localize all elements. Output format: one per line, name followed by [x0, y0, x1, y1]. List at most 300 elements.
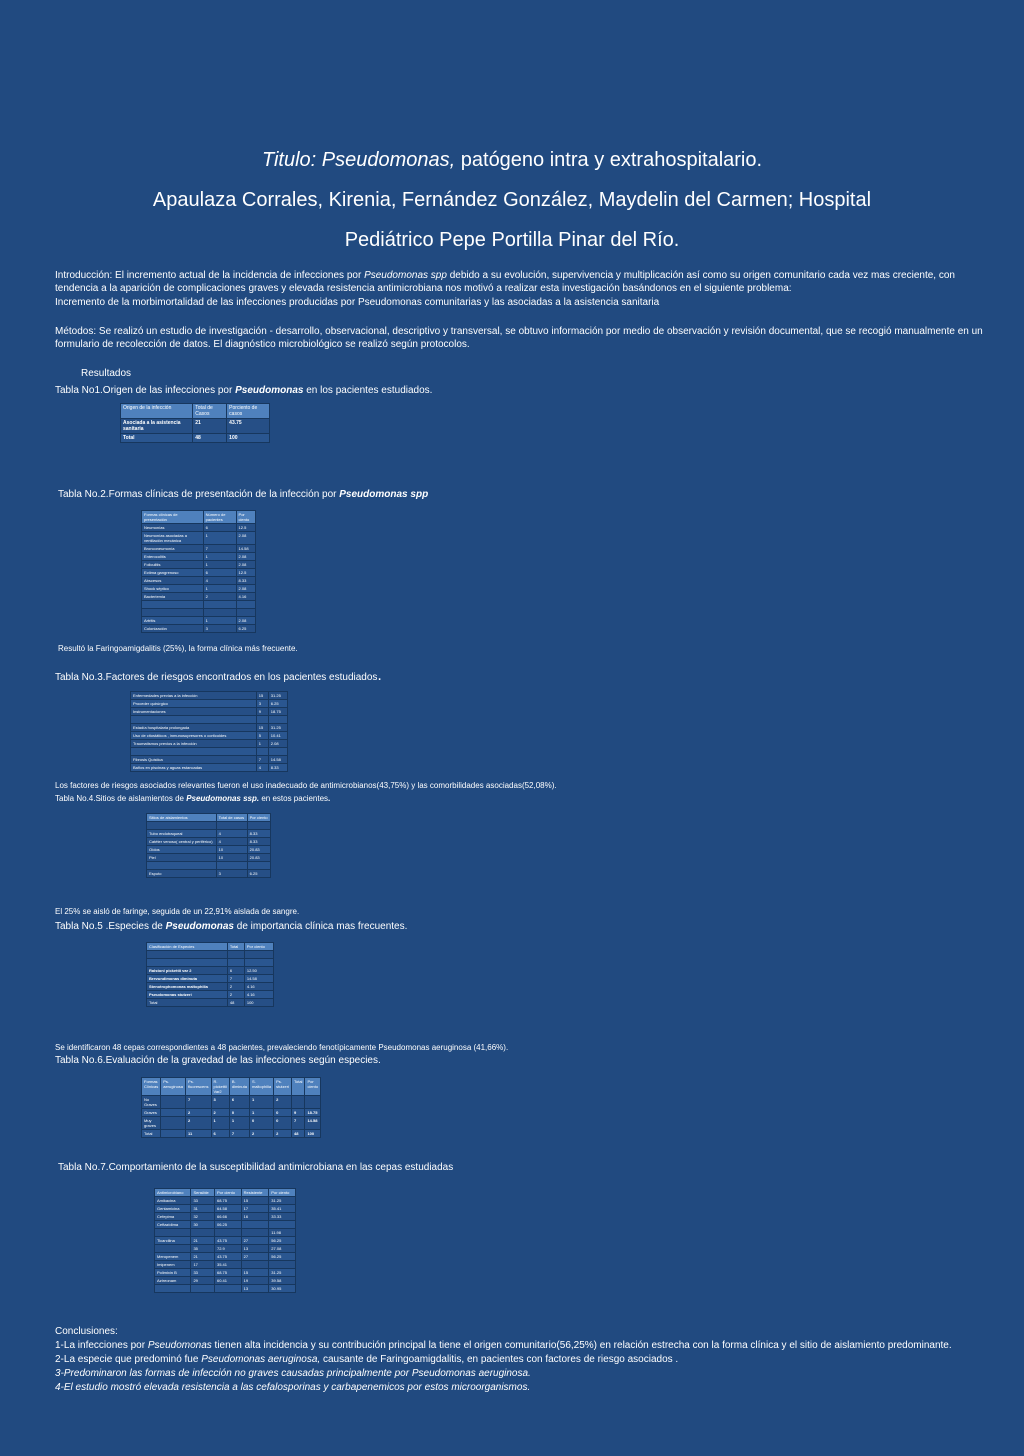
table-cell: Imipenem	[155, 1261, 191, 1269]
table-cell	[247, 862, 270, 870]
table-cell	[191, 1229, 215, 1237]
table-cell: Ceftazidima	[155, 1221, 191, 1229]
table-cell: 29	[191, 1277, 215, 1285]
table-cell: 31.25	[268, 692, 287, 700]
table-row	[155, 1277, 296, 1285]
table-cell: Muy graves	[142, 1117, 161, 1130]
table-cell: 33.33	[269, 1213, 296, 1221]
table-cell: 7	[186, 1096, 211, 1109]
table-cell: 18.75	[305, 1109, 321, 1117]
table-cell	[155, 1229, 191, 1237]
table-cell: 17	[191, 1261, 215, 1269]
table-cell: Tubo endotraqueal	[147, 830, 217, 838]
table-row	[155, 1269, 296, 1277]
title-line-1: Titulo: Pseudomonas, patógeno intra y extrahospitalario.	[261, 149, 763, 171]
header-cell: Ps. fluorescens	[186, 1078, 211, 1096]
table-cell: 2	[186, 1109, 211, 1117]
header-cell: Total	[291, 1078, 304, 1096]
table-cell: 56.25	[269, 1237, 296, 1245]
table-cell	[147, 862, 217, 870]
table-cell: 2	[274, 1130, 292, 1138]
table-cell: 8.33	[247, 838, 270, 846]
table-cell: Total	[147, 999, 228, 1007]
table-cell: 31.25	[269, 1197, 296, 1205]
table2-caption: Tabla No.2.Formas clínicas de presentación de la infección por Pseudomonas spp	[58, 489, 429, 500]
table-cell: 15	[256, 692, 268, 700]
table-header-row	[147, 814, 271, 822]
table-cell: 68.75	[214, 1269, 241, 1277]
table4-caption: Tabla No.4.Sitios de aislamientos de Pseudomonas ssp. en estos pacientes.	[55, 794, 331, 803]
table-cell	[147, 822, 217, 830]
table-cell: 27	[241, 1253, 269, 1261]
table-cell	[247, 822, 270, 830]
table-cell: 5	[256, 732, 268, 740]
table-cell	[236, 601, 255, 609]
table-cell: 9	[256, 708, 268, 716]
table-cell: 1	[249, 1109, 273, 1117]
table-row	[155, 1229, 296, 1237]
table-cell: 7	[291, 1117, 304, 1130]
table-row	[142, 625, 256, 633]
table-cell	[269, 1261, 296, 1269]
table-cell: 2.08	[236, 561, 255, 569]
table-cell: 4	[203, 577, 236, 585]
table-cell: 1	[203, 553, 236, 561]
table-row	[142, 601, 256, 609]
table-cell	[268, 716, 287, 724]
table-cell: Gentamicina	[155, 1205, 191, 1213]
table-cell: 8.33	[247, 830, 270, 838]
table-cell	[256, 716, 268, 724]
table-cell: 72.9	[214, 1245, 241, 1253]
table-cell: Stenotrophomonas maltophilia	[147, 983, 228, 991]
table-header-row	[142, 1078, 321, 1096]
methods: Métodos: Se realizó un estudio de investigación - desarrollo, observacional, descriptivo y transversal, se obtuvo información por medio de observación y revisión documental, que se recogió manualmente en un formulario de recolección de datos. El diagnóstico microbiológico se realizó según protocolos.	[55, 326, 983, 350]
header-cell: B. diminuta	[229, 1078, 249, 1096]
table1-origin	[120, 403, 270, 443]
table-cell: 3	[256, 700, 268, 708]
title-authors: Apaulaza Corrales, Kirenia, Fernández González, Maydelin del Carmen; Hospital	[152, 189, 872, 211]
table-row	[155, 1213, 296, 1221]
table-header-row	[121, 404, 270, 419]
table-row	[155, 1261, 296, 1269]
table-cell: 1	[203, 532, 236, 545]
table-cell: 3	[203, 625, 236, 633]
table-cell: 6.25	[247, 870, 270, 878]
table-cell: 6.25	[268, 700, 287, 708]
table-cell: 31.25	[269, 1269, 296, 1277]
table-cell: 43.75	[214, 1237, 241, 1245]
table-row	[147, 846, 271, 854]
table-cell	[147, 951, 228, 959]
table-cell: 11.98	[269, 1229, 296, 1237]
table-cell: 43.75	[214, 1253, 241, 1261]
table-cell: 30.95	[269, 1285, 296, 1293]
table-cell: 48	[291, 1130, 304, 1138]
header-cell: Formas Clínicas	[142, 1078, 161, 1096]
table-cell: 48	[227, 999, 244, 1007]
table-cell	[131, 748, 257, 756]
table-cell: 64.58	[214, 1205, 241, 1213]
table-cell: 14.58	[305, 1117, 321, 1130]
conclusions-heading: Conclusiones:	[55, 1326, 118, 1337]
table-cell	[191, 1285, 215, 1293]
table6-severity	[141, 1077, 321, 1138]
table-row	[121, 419, 270, 434]
table-cell	[214, 1229, 241, 1237]
table-cell	[256, 748, 268, 756]
table-row	[147, 838, 271, 846]
table-cell	[241, 1261, 269, 1269]
table-cell: 13	[241, 1285, 269, 1293]
table-cell: Asociada a la asistencia sanitaria	[121, 419, 193, 434]
table-cell	[241, 1229, 269, 1237]
table-row	[147, 967, 274, 975]
table-cell: 8.33	[268, 764, 287, 772]
table-row	[147, 991, 274, 999]
table-row	[142, 617, 256, 625]
table-cell	[216, 862, 247, 870]
table-row	[142, 1117, 321, 1130]
table-row	[155, 1245, 296, 1253]
table-cell: 39.58	[269, 1277, 296, 1285]
table-cell: 0	[274, 1117, 292, 1130]
table-cell: Bacteriemia	[142, 593, 204, 601]
header-cell: Total de Casos	[193, 404, 227, 419]
header-cell: Por ciento	[244, 943, 273, 951]
table-header-row	[155, 1189, 296, 1197]
table-cell: 17	[241, 1205, 269, 1213]
table-cell	[305, 1096, 321, 1109]
table-cell: 4	[216, 838, 247, 846]
table-row	[142, 532, 256, 545]
table-row	[121, 434, 270, 443]
table-cell	[161, 1130, 186, 1138]
table-row	[131, 692, 288, 700]
table-cell: 7	[256, 756, 268, 764]
table-row	[155, 1205, 296, 1213]
table-cell: 12.50	[244, 967, 273, 975]
table-cell: 27.08	[269, 1245, 296, 1253]
header-cell: Clasificación de Especies	[147, 943, 228, 951]
table-cell: 7	[229, 1130, 249, 1138]
table-cell: 4	[216, 830, 247, 838]
table-cell	[203, 609, 236, 617]
table-row	[131, 732, 288, 740]
table-cell: 2	[211, 1109, 229, 1117]
conclusion-4: 4-El estudio mostró elevada resistencia a las cefalosporinas y carbapenemicos por estos microorganismos.	[55, 1382, 531, 1393]
table-cell: 15	[241, 1197, 269, 1205]
table5-note: Se identificaron 48 cepas correspondientes a 48 pacientes, prevaleciendo fenotípicamente Pseudomonas aeruginosa (41,66%).	[55, 1043, 509, 1052]
table-cell: 2	[274, 1096, 292, 1109]
table-cell: 7	[227, 975, 244, 983]
table-cell: 3	[211, 1096, 229, 1109]
table-cell: 33	[191, 1197, 215, 1205]
table-row	[142, 1130, 321, 1138]
table-row	[131, 716, 288, 724]
table-row	[147, 983, 274, 991]
table-cell	[203, 601, 236, 609]
table-cell: 2.08	[236, 585, 255, 593]
table5-species	[146, 942, 274, 1007]
table-cell: 35.41	[214, 1261, 241, 1269]
table-cell: 0	[229, 1109, 249, 1117]
table-cell: Colonización	[142, 625, 204, 633]
table-cell: Proceder quirúrgico	[131, 700, 257, 708]
table-cell: Pseudomonas stutzeri	[147, 991, 228, 999]
table-cell: 100	[227, 434, 270, 443]
table-cell	[214, 1285, 241, 1293]
table-cell: 6	[203, 569, 236, 577]
table-cell: 2	[249, 1130, 273, 1138]
table-cell: 31	[191, 1205, 215, 1213]
header-cell: Por ciento	[247, 814, 270, 822]
table-header-row	[147, 943, 274, 951]
table-cell: 0	[274, 1109, 292, 1117]
table-row	[131, 764, 288, 772]
table-cell: Oídos	[147, 846, 217, 854]
table-cell	[227, 951, 244, 959]
table-cell: Ectima gangrenoso	[142, 569, 204, 577]
table-cell: 2.08	[236, 532, 255, 545]
table-cell	[142, 609, 204, 617]
table-cell: No Graves	[142, 1096, 161, 1109]
header-cell: Por ciento	[214, 1189, 241, 1197]
table-cell: 13	[241, 1245, 269, 1253]
table-row	[147, 862, 271, 870]
table-cell: Meropenem	[155, 1253, 191, 1261]
table-cell: Instrumentaciones	[131, 708, 257, 716]
table-cell: 21	[191, 1253, 215, 1261]
table-cell: 2	[227, 991, 244, 999]
conclusions	[55, 1325, 995, 1395]
table-cell: 10	[216, 846, 247, 854]
table-cell	[155, 1245, 191, 1253]
table-cell: 21	[193, 419, 227, 434]
table-cell: Foliculitis	[142, 561, 204, 569]
table-row	[131, 700, 288, 708]
table-cell: 2	[227, 983, 244, 991]
table-cell: 06.25	[214, 1221, 241, 1229]
table-cell: Aztreonam	[155, 1277, 191, 1285]
table-cell: 0	[249, 1117, 273, 1130]
table-cell: Amikacina	[155, 1197, 191, 1205]
table-cell: 1	[203, 585, 236, 593]
table4-note: El 25% se aisló de faringe, seguida de un 22,91% aislada de sangre.	[55, 907, 300, 916]
table-cell: Cefepima	[155, 1213, 191, 1221]
table3-caption: Tabla No.3.Factores de riesgos encontrados en los pacientes estudiados.	[55, 667, 382, 684]
table-cell: 60.41	[214, 1277, 241, 1285]
table-cell: 31.25	[268, 724, 287, 732]
table-cell: 14.58	[244, 975, 273, 983]
table-cell	[161, 1117, 186, 1130]
table-cell: 1	[211, 1117, 229, 1130]
header-cell: Total de casos	[216, 814, 247, 822]
table5-caption: Tabla No.5 .Especies de Pseudomonas de importancia clínica mas frecuentes.	[55, 921, 408, 932]
table-cell: 4.16	[236, 593, 255, 601]
table-row	[147, 854, 271, 862]
table-row	[147, 999, 274, 1007]
table-cell: 100	[305, 1130, 321, 1138]
table-cell: 6	[229, 1096, 249, 1109]
table1-caption: Tabla No1.Origen de las infecciones por Pseudomonas en los pacientes estudiados.	[55, 385, 433, 396]
table-cell: Ticarcilina	[155, 1237, 191, 1245]
table-row	[131, 724, 288, 732]
title-hospital: Pediátrico Pepe Portilla Pinar del Río.	[344, 229, 680, 251]
table-row	[131, 740, 288, 748]
table-row	[142, 577, 256, 585]
table-cell: 1	[203, 561, 236, 569]
table-row	[142, 609, 256, 617]
conclusion-3: 3-Predominaron las formas de infección no graves causadas principalmente por Pseudomonas aeruginosa.	[55, 1368, 531, 1379]
table-cell	[269, 1221, 296, 1229]
table-row	[147, 870, 271, 878]
table4-isolation-sites	[146, 813, 271, 878]
table-cell: 21	[191, 1237, 215, 1245]
table-cell: Traumatismos previos a la infección	[131, 740, 257, 748]
table-cell: 66.66	[214, 1213, 241, 1221]
table-cell	[236, 609, 255, 617]
table-row	[142, 1109, 321, 1117]
header-cell: Ps. stutzeri	[274, 1078, 292, 1096]
table-cell: 1	[203, 617, 236, 625]
table-cell: 2	[186, 1117, 211, 1130]
table-cell	[142, 601, 204, 609]
table-cell: Catéter venoso( central y periférico)	[147, 838, 217, 846]
table-cell: Piel	[147, 854, 217, 862]
table-cell: Total	[121, 434, 193, 443]
header-cell: Por ciento	[269, 1189, 296, 1197]
table3-risk-factors	[130, 691, 288, 772]
table-cell: 10	[216, 854, 247, 862]
header-cell: Sensible	[191, 1189, 215, 1197]
table-row	[142, 593, 256, 601]
table-cell: 6	[211, 1130, 229, 1138]
header-cell: Resistente	[241, 1189, 269, 1197]
table-cell: Total	[142, 1130, 161, 1138]
table-cell	[155, 1285, 191, 1293]
table-row	[155, 1285, 296, 1293]
table7-caption: Tabla No.7.Comportamiento de la susceptibilidad antimicrobiana en las cepas estudiadas	[58, 1162, 454, 1173]
table-row	[155, 1197, 296, 1205]
results-heading: Resultados	[81, 368, 132, 379]
table-cell: 9	[291, 1109, 304, 1117]
table-cell: 4	[256, 764, 268, 772]
table-cell: 18.75	[268, 708, 287, 716]
table-cell: Ralstoni pickettii var 2	[147, 967, 228, 975]
table-cell: Uso de citostáticos , inmunosupresores o corticoides	[131, 732, 257, 740]
table-row	[147, 822, 271, 830]
table2-clinical-forms	[141, 510, 256, 633]
table-cell	[227, 959, 244, 967]
table-cell: 48	[193, 434, 227, 443]
table6-caption: Tabla No.6.Evaluación de la gravedad de las infecciones según especies.	[55, 1055, 381, 1066]
table-cell: Polimixin B	[155, 1269, 191, 1277]
table-cell: Artritis	[142, 617, 204, 625]
table-row	[147, 951, 274, 959]
table-cell: 6	[203, 524, 236, 532]
header-cell: S. maltophilia	[249, 1078, 273, 1096]
header-cell: R. pickettii Var2	[211, 1078, 229, 1096]
table-cell: 2.08	[236, 553, 255, 561]
table-cell: Brevundimonas diminuta	[147, 975, 228, 983]
table-cell: 35.41	[269, 1205, 296, 1213]
table-row	[142, 545, 256, 553]
table-cell: 2.08	[236, 617, 255, 625]
table-cell: 4.16	[244, 983, 273, 991]
table-cell: Estadía hospitalaria prolongada	[131, 724, 257, 732]
table-cell: 8.33	[236, 577, 255, 585]
table-cell: 43.75	[227, 419, 270, 434]
table-cell: 16	[241, 1213, 269, 1221]
table-cell: 1	[249, 1096, 273, 1109]
table-row	[147, 830, 271, 838]
header-cell: Porciento de casos	[227, 404, 270, 419]
table-cell	[244, 959, 273, 967]
table-row	[142, 569, 256, 577]
table-cell: 14.58	[268, 756, 287, 764]
table-cell: 6.25	[236, 625, 255, 633]
table-cell: 12.5	[236, 524, 255, 532]
table-cell: Bronconeumonía	[142, 545, 204, 553]
table-cell: Fibrosis Quística	[131, 756, 257, 764]
introduction: Introducción: El incremento actual de la incidencia de infecciones por Pseudomonas spp debido a su evolución, supervivencia y multiplicación así como su origen comunitario cada vez mas creciente, con tendencia a la aparición de complicaciones graves y elevada resistencia antimicrobiana nos motivó a realizar esta investigación basándonos en el siguiente problema:	[55, 270, 955, 294]
table-row	[155, 1253, 296, 1261]
table-cell	[268, 748, 287, 756]
table-cell	[241, 1221, 269, 1229]
header-cell: Por ciento	[305, 1078, 321, 1096]
table-row	[142, 561, 256, 569]
header-cell: Antimicrobiano	[155, 1189, 191, 1197]
table-cell	[291, 1096, 304, 1109]
table-cell: 11	[186, 1130, 211, 1138]
table3-note: Los factores de riesgos asociados relevantes fueron el uso inadecuado de antimicrobianos(43,75%) y las comorbilidades asociadas(52,08%).	[55, 781, 557, 790]
table-row	[142, 553, 256, 561]
table-cell: 2.08	[268, 740, 287, 748]
table-cell: 6	[227, 967, 244, 975]
table2-note: Resultó la Faringoamigdalitis (25%), la forma clínica más frecuente.	[58, 644, 298, 653]
table-cell: Enfermedades previas a la infección	[131, 692, 257, 700]
poster-title	[40, 140, 984, 260]
table-cell: Abscesos	[142, 577, 204, 585]
table-cell: 15	[241, 1269, 269, 1277]
table-cell: Enterocolitis	[142, 553, 204, 561]
table-cell: 20.83	[247, 854, 270, 862]
conclusion-1: 1-La infecciones por Pseudomonas tienen alta incidencia y su contribución principal la tiene el origen comunitario(56,25%) en relación estrecha con la forma clínica y el sitio de aislamiento predominante.	[55, 1340, 952, 1351]
table-cell	[147, 959, 228, 967]
problem-statement: Incremento de la morbimortalidad de las infecciones producidas por Pseudomonas comunitarias y las asociadas a la asistencia sanitaria	[55, 297, 660, 308]
table-row	[147, 959, 274, 967]
table-cell	[244, 951, 273, 959]
table-cell: 12.5	[236, 569, 255, 577]
table7-susceptibility	[154, 1188, 296, 1293]
table-cell: 56.25	[269, 1253, 296, 1261]
table-cell: 33	[191, 1269, 215, 1277]
header-cell: Por ciento	[236, 511, 255, 524]
table-cell: 27	[241, 1237, 269, 1245]
table-cell: 68.75	[214, 1197, 241, 1205]
header-cell: Sitios de aislamientos	[147, 814, 217, 822]
table-header-row	[142, 511, 256, 524]
table-row	[142, 585, 256, 593]
table-cell: 19	[241, 1277, 269, 1285]
header-cell: Origen de la infección	[121, 404, 193, 419]
table-cell: 2	[203, 593, 236, 601]
table-cell	[161, 1109, 186, 1117]
table-cell: 32	[191, 1213, 215, 1221]
table-row	[131, 708, 288, 716]
table-cell: 1	[229, 1117, 249, 1130]
